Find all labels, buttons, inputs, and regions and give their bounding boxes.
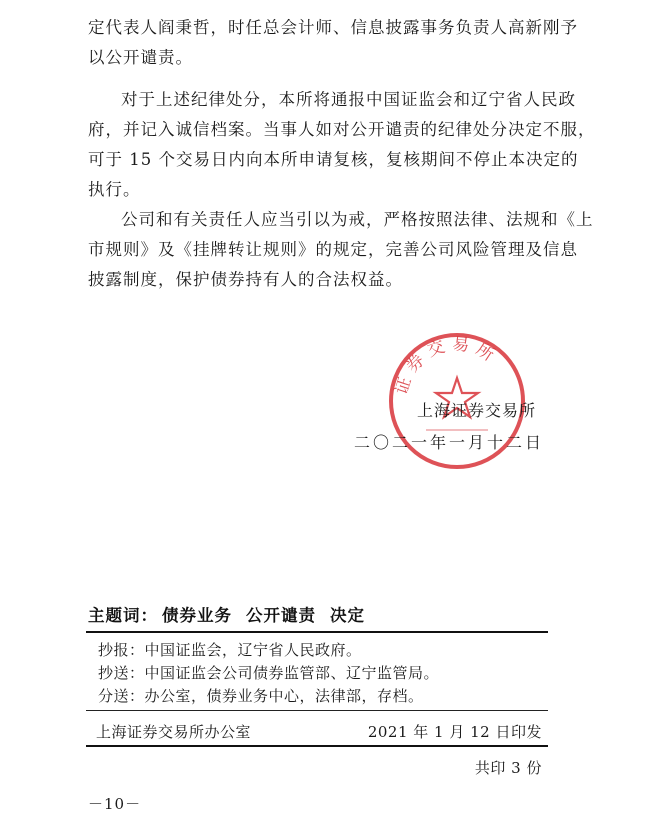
text-line: 以公开谴责。 (88, 48, 193, 67)
svg-text:证券交易所: 证券交易所 (391, 334, 503, 398)
signer-name: 上海证券交易所 (416, 401, 536, 420)
divider-bottom (86, 745, 548, 747)
paragraph-warning (88, 205, 594, 295)
text-line: 府，并记入诚信档案。当事人如对公开谴责的纪律处分决定不服， (88, 120, 596, 139)
text-line: 公司和有关责任人应当引以为戒，严格按照法律、法规和《上 (121, 210, 594, 229)
distribution-send: 分送：办公室，债券业务中心，法律部，存档。 (98, 687, 424, 705)
distribution-report: 抄报：中国证监会，辽宁省人民政府。 (98, 641, 362, 659)
subject-keywords (88, 602, 379, 626)
text-line: 可于 15 个交易日内向本所申请复核，复核期间不停止本决定的 (88, 150, 579, 169)
paragraph-continuation (88, 13, 578, 73)
issuing-office: 上海证券交易所办公室 (96, 723, 252, 741)
page-number: －10－ (88, 795, 142, 813)
text-line: 市规则》及《挂牌转让规则》的规定，完善公司风险管理及信息 (88, 240, 578, 259)
copies-count: 共印 3 份 (474, 759, 542, 777)
distribution-copy: 抄送：中国证监会公司债券监管部、辽宁监管局。 (98, 664, 440, 682)
divider-top (86, 631, 548, 633)
keyword: 债券业务 (162, 606, 232, 625)
printed-date: 2021 年 1 月 12 日印发 (367, 723, 542, 741)
text-line: 对于上述纪律处分，本所将通报中国证监会和辽宁省人民政 (121, 90, 576, 109)
issue-date: 二〇二一年一月十二日 (353, 433, 544, 452)
text-line: 定代表人阎秉哲，时任总会计师、信息披露事务负责人高新刚予 (88, 18, 578, 37)
keywords-label: 主题词： (88, 606, 158, 625)
keyword: 决定 (330, 606, 365, 625)
text-line: 披露制度，保护债券持有人的合法权益。 (88, 270, 403, 289)
paragraph-notification (88, 85, 596, 205)
divider-middle (86, 710, 548, 711)
text-line: 执行。 (88, 180, 141, 199)
keyword: 公开谴责 (246, 606, 316, 625)
